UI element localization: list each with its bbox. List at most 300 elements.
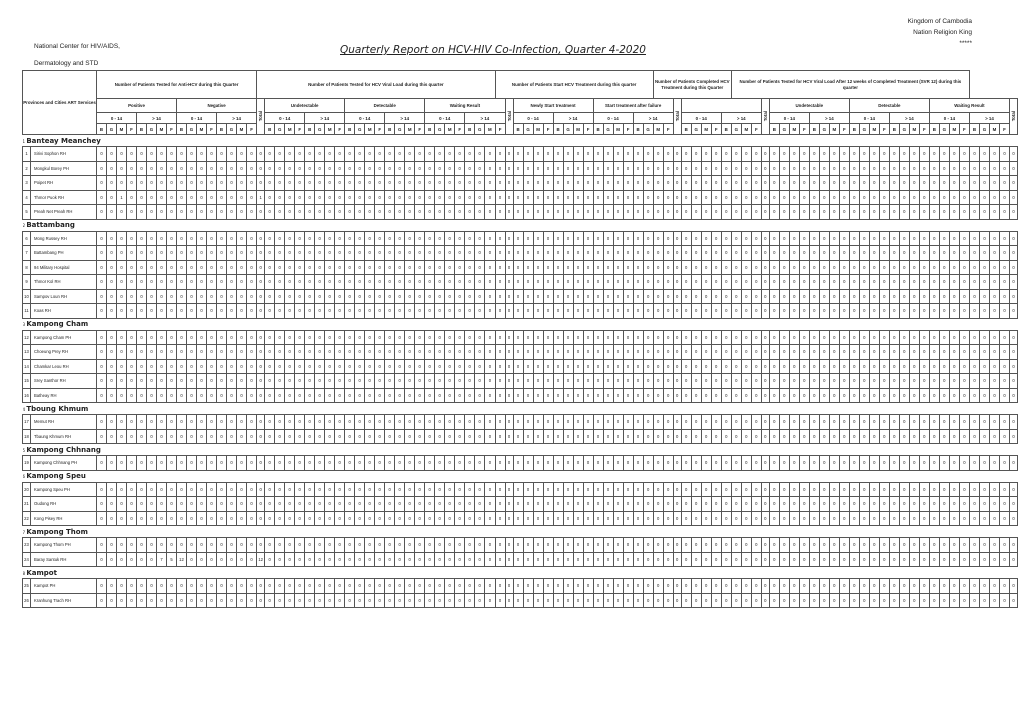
data-cell: 0: [573, 275, 583, 290]
data-cell: 0: [799, 482, 809, 497]
data-cell: 0: [681, 147, 691, 162]
data-cell: 0: [989, 359, 999, 374]
data-cell: 0: [533, 415, 543, 430]
data-cell: 0: [879, 429, 889, 444]
data-cell: 0: [247, 482, 257, 497]
data-cell: 0: [247, 359, 257, 374]
data-cell: 0: [415, 147, 425, 162]
data-cell: 0: [217, 205, 227, 220]
data-cell: 0: [643, 246, 653, 261]
data-cell: 0: [187, 147, 197, 162]
data-cell: 0: [929, 359, 939, 374]
data-cell: 0: [741, 482, 751, 497]
site-name: Baray Santuk RH: [31, 552, 97, 567]
data-cell: 0: [167, 260, 177, 275]
sex-header-m: M: [613, 124, 623, 135]
data-cell: 0: [553, 190, 563, 205]
data-cell: 0: [949, 190, 959, 205]
data-cell: 0: [553, 374, 563, 389]
data-cell: 0: [623, 231, 633, 246]
data-cell: 0: [455, 482, 465, 497]
data-cell: 0: [789, 190, 799, 205]
data-cell: 0: [819, 456, 829, 471]
data-cell: 0: [405, 388, 415, 403]
data-cell: 0: [939, 359, 949, 374]
data-cell: 0: [929, 275, 939, 290]
data-cell: 0: [157, 304, 167, 319]
data-cell: 0: [197, 161, 207, 176]
data-cell: 0: [741, 429, 751, 444]
data-cell: 0: [799, 190, 809, 205]
data-cell: 0: [721, 275, 731, 290]
data-cell: 0: [485, 345, 495, 360]
data-cell: 0: [643, 231, 653, 246]
data-cell: 0: [485, 147, 495, 162]
data-cell: 0: [711, 579, 721, 594]
data-cell: 0: [929, 579, 939, 594]
province-name: [23, 403, 1018, 415]
data-cell: 0: [127, 345, 137, 360]
age-header-young: 0 - 14: [681, 113, 721, 124]
data-cell: 0: [999, 246, 1009, 261]
data-cell: 0: [425, 231, 435, 246]
data-cell: 0: [435, 176, 445, 191]
data-cell: 0: [779, 388, 789, 403]
total-cell: 0: [1009, 511, 1017, 526]
province-name: [23, 318, 1018, 330]
data-cell: 0: [395, 289, 405, 304]
data-cell: 0: [949, 205, 959, 220]
data-cell: 0: [829, 147, 839, 162]
data-cell: 0: [769, 538, 779, 553]
data-cell: 0: [799, 388, 809, 403]
data-cell: 0: [523, 147, 533, 162]
data-cell: 0: [939, 511, 949, 526]
data-cell: 0: [553, 275, 563, 290]
data-cell: 0: [523, 388, 533, 403]
data-cell: 0: [375, 388, 385, 403]
data-cell: 0: [633, 304, 643, 319]
data-cell: 0: [613, 289, 623, 304]
data-cell: 0: [701, 176, 711, 191]
data-cell: 0: [929, 260, 939, 275]
data-cell: 0: [187, 552, 197, 567]
data-cell: 0: [959, 260, 969, 275]
data-cell: 0: [701, 260, 711, 275]
data-cell: 0: [949, 374, 959, 389]
data-cell: 0: [275, 231, 285, 246]
data-cell: 0: [265, 552, 275, 567]
data-cell: 0: [899, 304, 909, 319]
data-cell: 0: [929, 429, 939, 444]
data-cell: 0: [751, 456, 761, 471]
data-cell: 0: [643, 482, 653, 497]
data-cell: 0: [553, 176, 563, 191]
data-cell: 0: [237, 415, 247, 430]
data-cell: 0: [789, 275, 799, 290]
sex-header-f: F: [663, 124, 673, 135]
data-cell: 0: [465, 497, 475, 512]
data-cell: 0: [939, 147, 949, 162]
data-cell: 0: [721, 289, 731, 304]
data-cell: 0: [97, 511, 107, 526]
data-cell: 0: [919, 176, 929, 191]
data-cell: 0: [603, 456, 613, 471]
data-cell: 0: [959, 456, 969, 471]
data-cell: 0: [949, 415, 959, 430]
data-cell: 0: [475, 231, 485, 246]
data-cell: 0: [425, 330, 435, 345]
data-cell: 0: [137, 538, 147, 553]
data-cell: 0: [969, 275, 979, 290]
data-cell: 0: [959, 275, 969, 290]
province-row: [23, 318, 1018, 330]
data-cell: 0: [355, 579, 365, 594]
data-cell: 0: [869, 176, 879, 191]
data-cell: 0: [949, 429, 959, 444]
age-header-young: 0 - 14: [769, 113, 809, 124]
data-cell: 0: [107, 260, 117, 275]
data-cell: 0: [949, 176, 959, 191]
data-cell: 0: [623, 161, 633, 176]
data-cell: 0: [603, 289, 613, 304]
group-header-2: Number of Patients Tested for HCV Viral Load during this quarter: [257, 71, 495, 99]
data-cell: 0: [869, 579, 879, 594]
data-cell: 0: [623, 456, 633, 471]
data-cell: 0: [583, 388, 593, 403]
total-cell: 0: [505, 275, 513, 290]
data-cell: 0: [167, 579, 177, 594]
data-cell: 0: [187, 482, 197, 497]
data-cell: 0: [197, 147, 207, 162]
org-line-1: National Center for HIV/AIDS,: [34, 43, 120, 50]
data-cell: 0: [999, 161, 1009, 176]
data-cell: 0: [167, 593, 177, 608]
data-cell: 0: [711, 497, 721, 512]
data-cell: 0: [899, 246, 909, 261]
total-header-label: Total: [674, 110, 680, 122]
data-cell: 0: [167, 289, 177, 304]
data-cell: 0: [643, 304, 653, 319]
data-cell: 0: [779, 161, 789, 176]
data-cell: 0: [989, 374, 999, 389]
data-cell: 0: [435, 260, 445, 275]
data-cell: 0: [365, 330, 375, 345]
data-cell: 0: [415, 497, 425, 512]
data-cell: 0: [285, 161, 295, 176]
data-cell: 0: [701, 304, 711, 319]
data-cell: 0: [573, 359, 583, 374]
data-cell: 0: [217, 246, 227, 261]
table-row: [23, 388, 1018, 403]
data-cell: 0: [335, 359, 345, 374]
data-cell: 0: [107, 415, 117, 430]
table-row: [23, 374, 1018, 389]
total-header-label: Total: [762, 110, 768, 122]
data-cell: 0: [969, 330, 979, 345]
data-cell: 0: [365, 456, 375, 471]
data-cell: 0: [117, 497, 127, 512]
data-cell: 0: [691, 415, 701, 430]
data-cell: 0: [929, 345, 939, 360]
table-row: [23, 190, 1018, 205]
data-cell: 0: [375, 231, 385, 246]
data-cell: 0: [741, 260, 751, 275]
province-row: [23, 526, 1018, 538]
data-cell: 0: [415, 205, 425, 220]
data-cell: 0: [909, 147, 919, 162]
data-cell: 0: [553, 345, 563, 360]
data-cell: 0: [731, 429, 741, 444]
data-cell: 0: [455, 289, 465, 304]
data-cell: 0: [819, 147, 829, 162]
data-cell: 0: [207, 345, 217, 360]
data-cell: 0: [731, 289, 741, 304]
data-cell: 0: [435, 345, 445, 360]
data-cell: 0: [247, 275, 257, 290]
province-number: 3: [22, 322, 27, 327]
data-cell: 0: [653, 161, 663, 176]
data-cell: 0: [839, 415, 849, 430]
data-cell: 0: [721, 205, 731, 220]
data-cell: 0: [375, 345, 385, 360]
table-row: [23, 176, 1018, 191]
data-cell: 0: [305, 538, 315, 553]
data-cell: 0: [681, 330, 691, 345]
data-cell: 0: [345, 593, 355, 608]
sex-header-g: G: [603, 124, 613, 135]
data-cell: 0: [177, 482, 187, 497]
data-cell: 0: [779, 511, 789, 526]
sex-header-g: G: [979, 124, 989, 135]
data-cell: 0: [711, 552, 721, 567]
site-name: Preah Net Preah RH: [31, 205, 97, 220]
data-cell: 0: [979, 552, 989, 567]
data-cell: 0: [147, 497, 157, 512]
data-cell: 0: [157, 482, 167, 497]
data-cell: 0: [663, 246, 673, 261]
total-cell: 0: [257, 579, 265, 594]
data-cell: 0: [237, 190, 247, 205]
data-cell: 0: [779, 415, 789, 430]
data-cell: 0: [177, 231, 187, 246]
data-cell: 0: [543, 511, 553, 526]
data-cell: 0: [335, 161, 345, 176]
data-cell: 0: [455, 275, 465, 290]
data-cell: 0: [345, 374, 355, 389]
data-cell: 0: [295, 429, 305, 444]
data-cell: 0: [217, 552, 227, 567]
data-cell: 0: [495, 552, 505, 567]
data-cell: 0: [623, 330, 633, 345]
data-cell: 0: [435, 482, 445, 497]
data-cell: 0: [197, 538, 207, 553]
table-row: [23, 482, 1018, 497]
data-cell: 0: [643, 147, 653, 162]
total-header-label: Total: [506, 110, 512, 122]
data-cell: 0: [869, 497, 879, 512]
data-cell: 0: [959, 161, 969, 176]
data-cell: 0: [285, 176, 295, 191]
data-cell: 0: [741, 552, 751, 567]
data-cell: 0: [435, 511, 445, 526]
data-cell: 0: [513, 231, 523, 246]
data-cell: 0: [989, 482, 999, 497]
subgroup-header-undetectable: Undetectable: [769, 99, 849, 113]
total-cell: 0: [761, 345, 769, 360]
data-cell: 0: [603, 246, 613, 261]
data-cell: 0: [485, 374, 495, 389]
data-cell: 0: [999, 359, 1009, 374]
sex-header-f: F: [167, 124, 177, 135]
total-header: [257, 99, 265, 135]
data-cell: 0: [275, 304, 285, 319]
data-cell: 0: [779, 429, 789, 444]
data-cell: 0: [533, 552, 543, 567]
data-cell: 0: [573, 147, 583, 162]
data-cell: 0: [475, 190, 485, 205]
data-cell: 0: [217, 161, 227, 176]
data-cell: 0: [711, 593, 721, 608]
data-cell: 0: [799, 593, 809, 608]
sex-header-g: G: [939, 124, 949, 135]
total-cell: 0: [505, 415, 513, 430]
data-cell: 0: [523, 161, 533, 176]
data-cell: 0: [295, 275, 305, 290]
table-row: [23, 246, 1018, 261]
data-cell: 0: [485, 205, 495, 220]
data-cell: 0: [415, 260, 425, 275]
data-cell: 0: [839, 275, 849, 290]
data-cell: 0: [929, 388, 939, 403]
province-row: [23, 403, 1018, 415]
data-cell: 0: [197, 388, 207, 403]
data-cell: 0: [325, 231, 335, 246]
province-row: [23, 219, 1018, 231]
data-cell: 0: [247, 231, 257, 246]
data-cell: 0: [167, 374, 177, 389]
data-cell: 0: [999, 552, 1009, 567]
data-cell: 0: [563, 190, 573, 205]
data-cell: 0: [839, 374, 849, 389]
data-cell: 0: [137, 190, 147, 205]
data-cell: 0: [455, 330, 465, 345]
data-cell: 0: [533, 511, 543, 526]
data-cell: 0: [809, 289, 819, 304]
data-cell: 0: [107, 246, 117, 261]
data-cell: 0: [533, 456, 543, 471]
data-cell: 0: [97, 429, 107, 444]
data-cell: 0: [979, 415, 989, 430]
sex-header-b: B: [593, 124, 603, 135]
data-cell: 0: [603, 176, 613, 191]
data-cell: 0: [485, 388, 495, 403]
data-cell: 0: [573, 289, 583, 304]
data-cell: 0: [435, 388, 445, 403]
data-cell: 0: [869, 415, 879, 430]
data-cell: 0: [425, 359, 435, 374]
data-cell: 0: [849, 482, 859, 497]
data-cell: 0: [375, 593, 385, 608]
data-cell: 0: [889, 330, 899, 345]
data-cell: 0: [465, 511, 475, 526]
data-cell: 0: [227, 388, 237, 403]
data-cell: 0: [919, 289, 929, 304]
site-name: Sirivi Sophon RH: [31, 147, 97, 162]
data-cell: 0: [819, 345, 829, 360]
data-cell: 0: [989, 147, 999, 162]
data-cell: 0: [889, 176, 899, 191]
total-cell: 0: [505, 231, 513, 246]
data-cell: 0: [553, 205, 563, 220]
data-cell: 0: [603, 161, 613, 176]
data-cell: 0: [989, 231, 999, 246]
data-cell: 0: [583, 260, 593, 275]
data-cell: 0: [237, 345, 247, 360]
data-cell: 0: [315, 246, 325, 261]
data-cell: 0: [197, 345, 207, 360]
data-cell: 0: [721, 552, 731, 567]
age-header-young: 0 - 14: [513, 113, 553, 124]
data-cell: 0: [653, 147, 663, 162]
data-cell: 0: [117, 538, 127, 553]
data-cell: 0: [513, 289, 523, 304]
data-cell: 0: [355, 593, 365, 608]
data-cell: 0: [445, 289, 455, 304]
data-cell: 0: [355, 231, 365, 246]
data-cell: 0: [415, 304, 425, 319]
data-cell: 0: [365, 161, 375, 176]
data-cell: 0: [157, 374, 167, 389]
data-cell: 0: [583, 275, 593, 290]
total-cell: 0: [1009, 275, 1017, 290]
data-cell: 0: [325, 497, 335, 512]
site-number: 13: [23, 345, 31, 360]
sex-header-f: F: [879, 124, 889, 135]
data-cell: 0: [909, 260, 919, 275]
data-cell: 0: [653, 456, 663, 471]
data-cell: 0: [839, 538, 849, 553]
data-cell: 0: [107, 579, 117, 594]
data-cell: 0: [849, 246, 859, 261]
data-cell: 0: [809, 456, 819, 471]
data-cell: 0: [989, 511, 999, 526]
data-cell: 0: [533, 289, 543, 304]
age-header-young: 0 - 14: [929, 113, 969, 124]
data-cell: 0: [859, 246, 869, 261]
data-cell: 0: [237, 359, 247, 374]
data-cell: 0: [849, 190, 859, 205]
data-cell: 0: [485, 497, 495, 512]
site-name: Tbaung Khmum RH: [31, 429, 97, 444]
data-cell: 0: [445, 231, 455, 246]
data-cell: 0: [879, 511, 889, 526]
total-cell: 0: [761, 304, 769, 319]
data-cell: 0: [207, 482, 217, 497]
data-cell: 0: [879, 161, 889, 176]
data-cell: 0: [513, 359, 523, 374]
total-cell: 0: [257, 205, 265, 220]
data-cell: 0: [217, 176, 227, 191]
data-cell: 0: [325, 374, 335, 389]
data-cell: 0: [227, 593, 237, 608]
data-cell: 0: [227, 161, 237, 176]
data-cell: 0: [107, 330, 117, 345]
data-cell: 0: [989, 304, 999, 319]
data-cell: 0: [701, 579, 711, 594]
data-cell: 0: [485, 593, 495, 608]
sex-header-b: B: [553, 124, 563, 135]
